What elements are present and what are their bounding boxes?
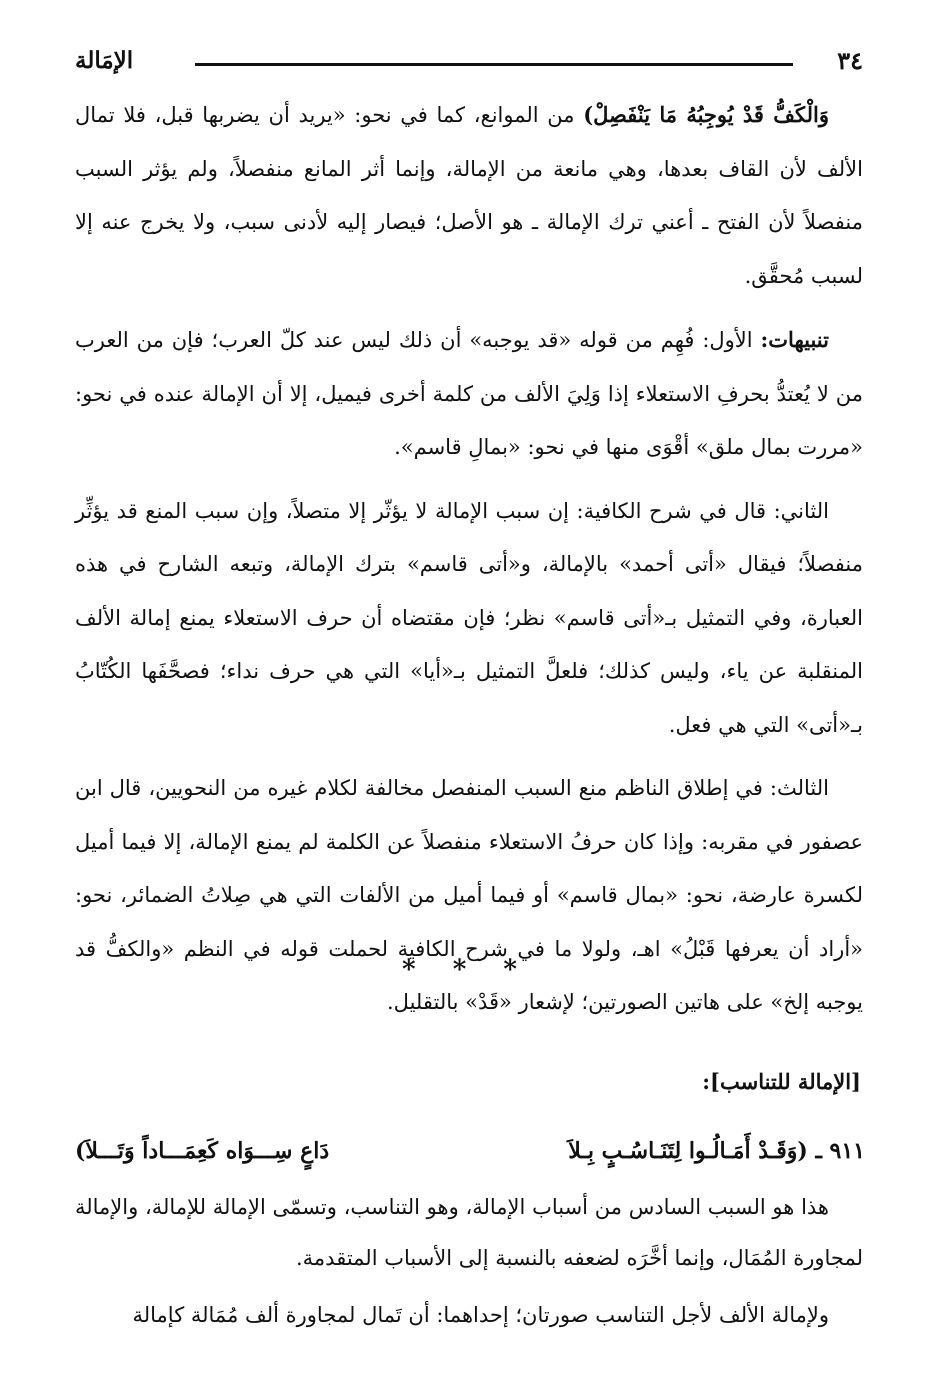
paragraph-3 — [75, 485, 863, 753]
paragraph-text: الأول: فُهِم من قوله «قد يوجبه» أن ذلك ليس عند كلّ العرب؛ فإن من العرب من لا يُعتدُّ بحرفِ الاستعلاء إذا وَلِيَ الألف من كلمة أخرى فيميل، إلا أن الإمالة عنده في نحو: «مررت بمال ملق» أقْوَى منها في نحو: «بمالِ قاسم». — [75, 328, 863, 459]
page-header — [75, 44, 863, 84]
verse-quote: وَالْكَفُّ قَدْ يُوجِبُهُ مَا يَنْفَصِلْ) — [583, 102, 829, 127]
page-number: ٣٤ — [837, 46, 863, 75]
paragraph-4 — [75, 762, 863, 1030]
running-title: الإمَالة — [75, 47, 134, 74]
main-text — [75, 88, 863, 1040]
section-heading: [الإمالة للتناسب]: — [702, 1069, 861, 1094]
paragraph-text: الثاني: قال في شرح الكافية: إن سبب الإمالة لا يؤثّر إلا متصلاً، وإن سبب المنع قد يؤثِّر منفصلاً؛ فيقال «أتى أحمد» بالإمالة، و«أتى قاسم» بترك الإمالة، وتبعه الشارح في هذه العبارة، وفي التمثيل بـ«أتى قاسم» نظر؛ فإن مقتضاه أن حرف الاستعلاء يمنع إمالة الألف المنقلبة عن ياء، وليس كذلك؛ فلعلَّ التمثيل بـ«أيا» التي هي حرف نداء؛ فصحَّفَها الكُتّابُ بـ«أتى» التي هي فعل. — [75, 498, 863, 737]
verse-second-hemistich: دَاعٍ سِـــوَاه كَعِمَـــاداً وَتَـــلاَ) — [75, 1138, 330, 1164]
commentary-text — [75, 1182, 863, 1347]
verse-line — [75, 1128, 865, 1178]
paragraph-6: ولإمالة الألف لأجل التناسب صورتان؛ إحداهما: أن تَمال لمجاورة ألف مُمَالة كإمالة — [132, 1303, 829, 1327]
paragraph-5: هذا هو السبب السادس من أسباب الإمالة، وهو التناسب، وتسمّى الإمالة للإمالة، والإمالة لمجاورة المُمَال، وإنما أخَّرَه لضعفه بالنسبة إلى الأسباب المتقدمة. — [75, 1195, 863, 1270]
verse-first-hemistich: ٩١١ ـ (وَقَـدْ أَمَـالُـوا لِتَنَـاسُـبٍ بِـلاَ — [568, 1138, 865, 1164]
paragraph-2 — [75, 313, 863, 475]
paragraph-1 — [75, 88, 863, 303]
section-separator: * * * — [402, 955, 531, 985]
paragraph-text: من الموانع، كما في نحو: «يريد أن يضربها قبل، فلا تمال الألف لأن القاف بعدها، وهي مانعة من الإمالة، وإنما أثر المانع منفصلاً، ولم يؤثر السبب منفصلاً لأن الفتح ـ أعني ترك الإمالة ـ هو الأصل؛ فيصار إليه لأدنى سبب، ولا يخرج عنه إلا لسبب مُحقَّق. — [75, 103, 863, 288]
paragraph-text: الثالث: في إطلاق الناظم منع السبب المنفصل مخالفة لكلام غيره من النحويين، قال ابن عصفور في مقربه: وإذا كان حرفُ الاستعلاء منفصلاً عن الكلمة لم يمنع الإمالة، إلا فيما أميل لكسرة عارضة، نحو: «بمال قاسم» أو فيما أميل من الألفات التي هي صِلاتُ الضمائر، نحو: «أراد أن يعرفها قَبْلُ» اهـ، ولولا ما في شرح الكافية لحملت قوله في النظم «والكفُّ قد يوجبه إلخ» على هاتين الصورتين؛ لإشعار «قَدْ» بالتقليل. — [75, 776, 863, 1014]
header-rule — [195, 63, 793, 66]
notes-label: تنبيهات: — [760, 327, 829, 352]
